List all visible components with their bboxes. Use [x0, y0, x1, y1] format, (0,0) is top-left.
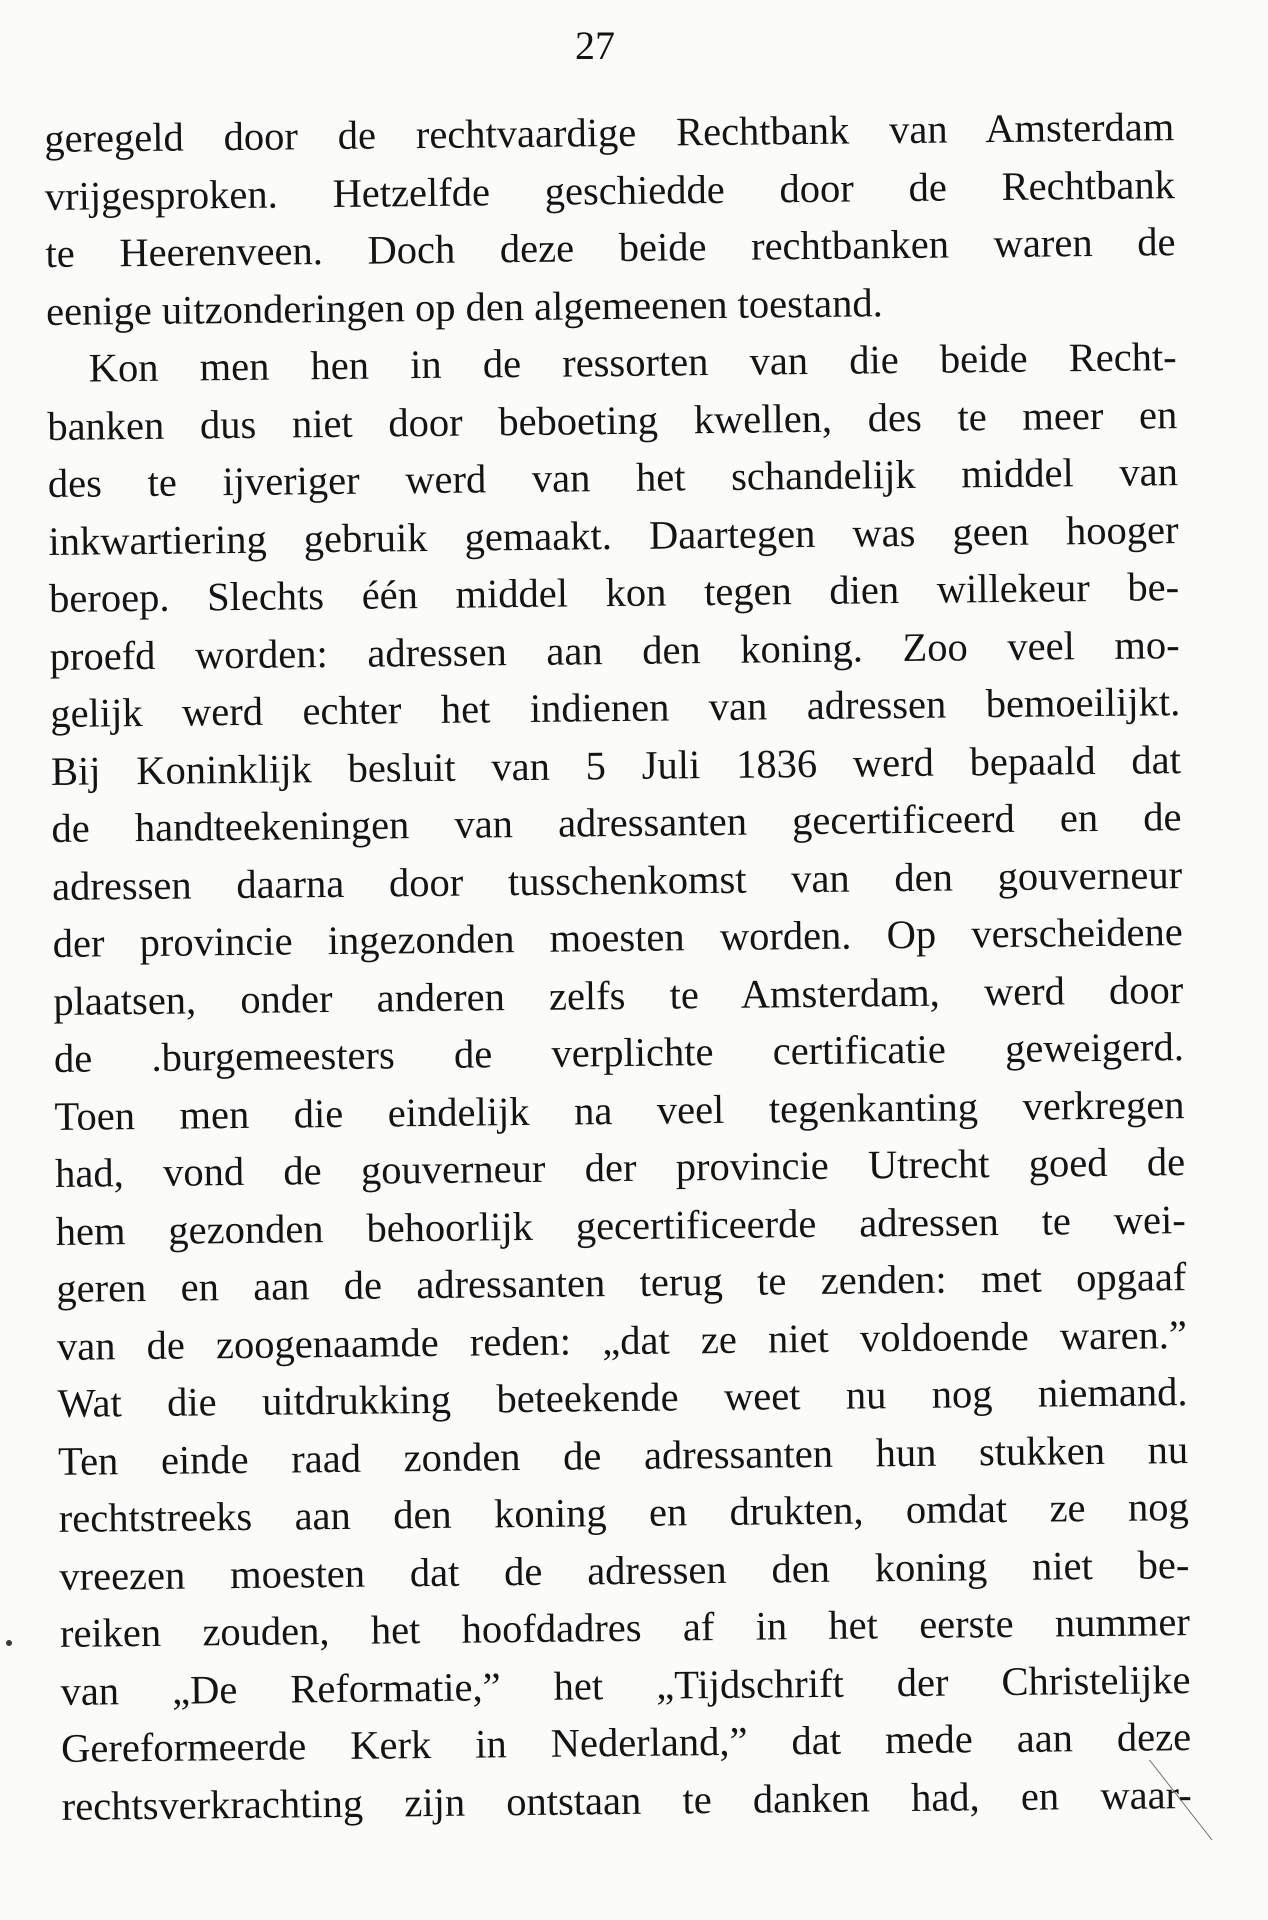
text-line: de handteekeningen van adressanten gecertificeerd en de: [51, 794, 1182, 851]
margin-speck: [6, 1640, 12, 1646]
text-line: eenige uitzonderingen op den algemeenen toestand.: [45, 279, 883, 334]
page-number: 27: [575, 23, 615, 68]
text-line: Bij Koninklijk besluit van 5 Juli 1836 werd bepaald dat: [50, 736, 1182, 794]
text-line: geren en aan de adressanten terug te zenden: met opgaaf: [56, 1254, 1187, 1311]
text-line: de .burgemeesters de verplichte certificatie geweigerd.: [53, 1024, 1185, 1081]
text-line: plaatsen, onder anderen zelfs te Amsterdam, werd door: [53, 966, 1184, 1024]
text-line: rechtstreeks aan den koning en drukten, omdat ze nog: [58, 1484, 1189, 1541]
text-line: inkwartiering gebruik gemaakt. Daartegen was geen hooger: [48, 506, 1179, 564]
text-line: had, vond de gouverneur der provincie Utrecht goed de: [54, 1139, 1186, 1196]
text-line: Ten einde raad zonden de adressanten hun stukken nu: [57, 1426, 1189, 1484]
body-text: [44, 98, 1192, 1835]
text-line: van „De Reformatie,” het „Tijdschrift der Christelijke: [60, 1656, 1191, 1714]
text-line: reiken zouden, het hoofdadres af in het eerste nummer: [59, 1599, 1191, 1656]
text-line: adressen daarna door tusschenkomst van den gouverneur: [51, 851, 1183, 909]
text-line: vrijgesproken. Hetzelfde geschiedde door de Rechtbank: [44, 161, 1176, 219]
text-line: hem gezonden behoorlijk gecertificeerde adressen te wei-: [55, 1196, 1186, 1254]
text-line: proefd worden: adressen aan den koning. Zoo veel mo-: [49, 621, 1180, 679]
text-line: banken dus niet door beboeting kwellen, des te meer en: [47, 391, 1178, 449]
text-line: Toen men die eindelijk na veel tegenkanting verkregen: [54, 1081, 1185, 1139]
text-line: beroep. Slechts één middel kon tegen dien willekeur be-: [48, 564, 1180, 621]
text-line: vreezen moesten dat de adressen den koning niet be-: [59, 1541, 1190, 1599]
text-line: Wat die uitdrukking beteekende weet nu nog niemand.: [57, 1369, 1188, 1426]
text-line: van de zoogenaamde reden: „dat ze niet voldoende waren.”: [56, 1311, 1188, 1369]
text-line: des te ijveriger werd van het schandelijk middel van: [47, 449, 1179, 506]
text-line: Gereformeerde Kerk in Nederland,” dat mede aan deze: [60, 1714, 1192, 1771]
text-line: der provincie ingezonden moesten worden. Op verscheidene: [52, 909, 1183, 966]
text-line: te Heerenveen. Doch deze beide rechtbanken waren de: [45, 219, 1176, 276]
text-line: rechtsverkrachting zijn ontstaan te danken had, en waar-: [61, 1771, 1192, 1829]
text-line: gelijk werd echter het indienen van adressen bemoeilijkt.: [50, 679, 1181, 736]
text-line: Kon men hen in de ressorten van die beide Recht-: [88, 334, 1177, 391]
text-line: geregeld door de rechtvaardige Rechtbank van Amsterdam: [44, 104, 1175, 161]
